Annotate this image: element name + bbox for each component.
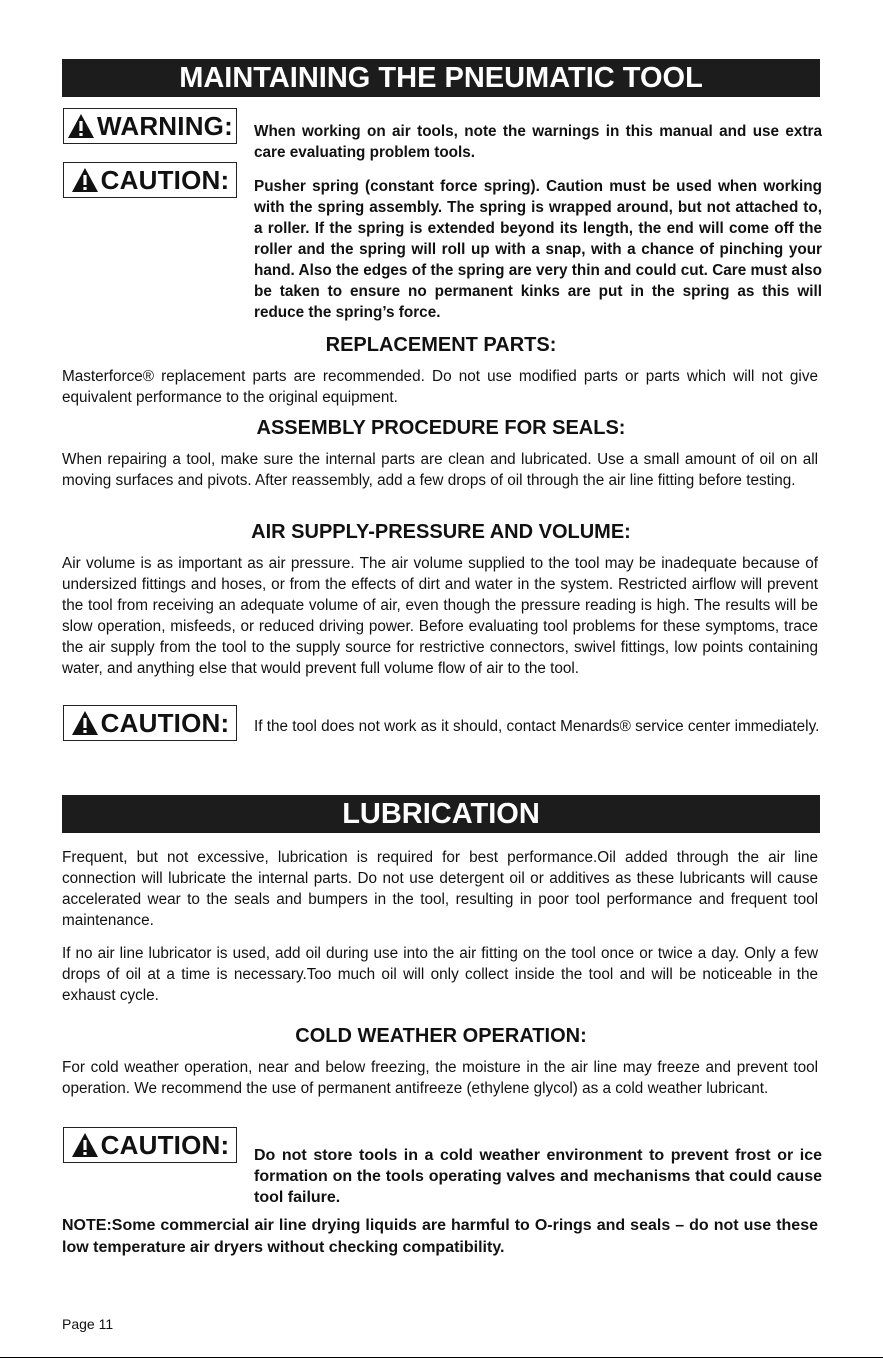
caution-label: CAUTION: xyxy=(100,707,230,738)
warning-text: When working on air tools, note the warnings in this manual and use extra care evaluating problem tools. xyxy=(254,123,822,161)
replacement-heading: REPLACEMENT PARTS: xyxy=(325,334,557,356)
caution-label: CAUTION: xyxy=(100,164,230,195)
lubrication-title: LUBRICATION xyxy=(342,798,540,830)
section-title-bar xyxy=(62,795,820,833)
caution-label: CAUTION: xyxy=(100,1129,230,1160)
warning-triangle-icon xyxy=(67,113,95,139)
section-title-bar xyxy=(62,59,820,97)
warning-label: WARNING: xyxy=(97,110,233,141)
lubrication-text: If no air line lubricator is used, add oil during use into the air fitting on the tool once or twice a day. Only a few drops of oil at a time is necessary.Too much oil will only collect inside the tool and will be noticeable in the exhaust cycle. xyxy=(62,945,818,1004)
caution-box xyxy=(63,705,237,741)
lubrication-text: Frequent, but not excessive, lubrication is required for best performance.Oil added through the air line connection will lubricate the internal parts. Do not use detergent oil or additives as these lubricants will cause accelerated wear to the seals and bumpers in the tool, resulting in poor tool performance and frequent tool maintenance. xyxy=(62,849,818,929)
cold-heading: COLD WEATHER OPERATION: xyxy=(295,1025,587,1047)
warning-triangle-icon xyxy=(71,167,99,193)
page-divider xyxy=(0,1357,883,1358)
caution-box xyxy=(63,1127,237,1163)
assembly-heading: ASSEMBLY PROCEDURE FOR SEALS: xyxy=(256,417,626,439)
caution-text: If the tool does not work as it should, contact Menards® service center immediately. xyxy=(254,718,820,735)
replacement-text: Masterforce® replacement parts are recommended. Do not use modified parts or parts which will not give equivalent performance to the original equipment. xyxy=(62,368,818,406)
assembly-text: When repairing a tool, make sure the internal parts are clean and lubricated. Use a small amount of oil on all moving surfaces and pivots. After reassembly, add a few drops of oil through the air line fitting before testing. xyxy=(62,451,818,489)
cold-text: For cold weather operation, near and below freezing, the moisture in the air line may freeze and prevent tool operation. We recommend the use of permanent antifreeze (ethylene glycol) as a cold weather lubricant. xyxy=(62,1059,818,1097)
warning-triangle-icon xyxy=(71,710,99,736)
caution-text: Pusher spring (constant force spring). Caution must be used when working with the spring assembly. The spring is wrapped around, but not attached to, a roller. If the spring is extended beyond its length, the end will come off the roller and the spring will roll up with a snap, with a chance of pinching your hand. Also the edges of the spring are very thin and could cut. Care must also be taken to ensure no permanent kinks are put in the spring as this will reduce the spring’s force. xyxy=(254,178,822,321)
warning-triangle-icon xyxy=(71,1132,99,1158)
caution-box xyxy=(63,162,237,198)
page-number: Page 11 xyxy=(62,1316,114,1332)
caution-text: Do not store tools in a cold weather environment to prevent frost or ice formation on the tools operating valves and mechanisms that could cause tool failure. xyxy=(254,1147,822,1206)
note-text: NOTE:Some commercial air line drying liquids are harmful to O-rings and seals – do not use these low temperature air dryers without checking compatibility. xyxy=(62,1217,818,1256)
page-title: MAINTAINING THE PNEUMATIC TOOL xyxy=(179,62,703,94)
airsupply-text: Air volume is as important as air pressure. The air volume supplied to the tool may be inadequate because of undersized fittings and hoses, or from the effects of dirt and water in the system. Restricted airflow will prevent the tool from receiving an adequate volume of air, even though the pressure reading is high. The results will be slow operation, misfeeds, or reduced driving power. Before evaluating tool problems for these symptoms, trace the air supply from the tool to the supply source for restrictive connectors, swivel fittings, low points containing water, and anything else that would prevent full volume flow of air to the tool. xyxy=(62,555,818,677)
warning-box xyxy=(63,108,237,144)
airsupply-heading: AIR SUPPLY-PRESSURE AND VOLUME: xyxy=(251,521,631,543)
